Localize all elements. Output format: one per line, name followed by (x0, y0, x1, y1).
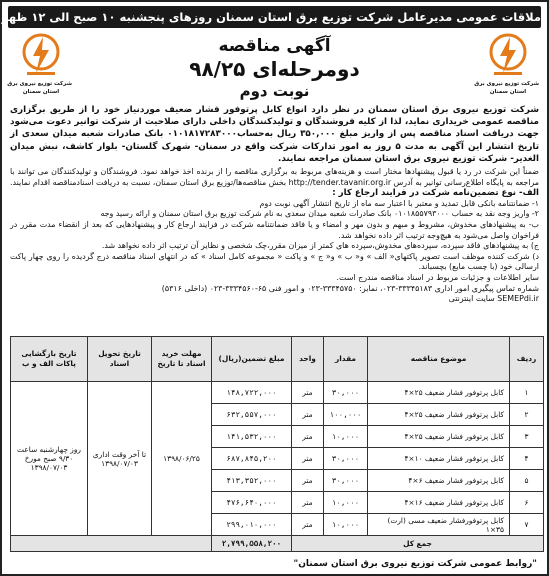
clause-c: ج) به پیشنهادهای فاقد سپرده، سپرده‌های مخدوش،سپرده های کمتر از میزان مقرر،چک شخصی و نظایر آن ترتیب اثر داده نخواهد شد. (101, 241, 539, 251)
clause-d: د) شرکت کننده موظف است تصویر پاکتهای« الف » و« ب » و« ج » و پاکت « مجموعه کامل اسناد » که در انتهای اسناد مناقصه درج گردیده را روی چهار پاکت ارسالی خود (با چسب مایع) بچسباند. (10, 251, 539, 272)
logo-caption-line2: استان سمنان (489, 89, 527, 95)
tender-number: دومرحله‌ای ۹۸/۲۵ (189, 57, 360, 81)
cell-row: ۵ (510, 470, 544, 492)
top-banner: ملاقات عمومی مدیرعامل شرکت توزیع برق استان سمنان روزهای پنجشنبه ۱۰ صبح الی ۱۲ ظهر (8, 6, 541, 28)
notice-title: آگهی مناقصه (218, 36, 331, 56)
cell-quantity: ۱۰,۰۰۰ (324, 426, 368, 448)
cell-guarantee: ۶۳۲,۵۵۷,۰۰۰ (212, 404, 292, 426)
cell-unit: متر (292, 492, 324, 514)
title-block (92, 35, 457, 101)
cell-quantity: ۱۰۰,۰۰۰ (324, 404, 368, 426)
cell-unit: متر (292, 382, 324, 404)
cell-unit: متر (292, 514, 324, 536)
total-label: جمع کل (292, 536, 544, 552)
cell-subject: کابل پرتوفور فشار ضعیف ۱۶×۴ (368, 492, 510, 514)
header-subject: موضوع مناقصه (368, 337, 510, 382)
header-row-number: ردیف (510, 337, 544, 382)
guarantee-item-1: ۱- ضمانتنامه بانکی قابل تمدید و معتبر با اعتبار سه ماه از تاریخ انتشار آگهی نوبت دوم (259, 198, 539, 208)
cell-row: ۷ (510, 514, 544, 536)
tender-table (10, 336, 544, 552)
lightning-logo-icon (21, 32, 61, 80)
publication-round: نوبت دوم (239, 82, 310, 100)
logo-caption-line1: شرکت توزیع نیروی برق (7, 81, 72, 87)
cell-subject: کابل پرتوفور فشار ضعیف ۱۰×۴ (368, 448, 510, 470)
cell-unit: متر (292, 404, 324, 426)
cell-unit: متر (292, 448, 324, 470)
header-unit: واحد (292, 337, 324, 382)
cell-row: ۱ (510, 382, 544, 404)
cell-row: ۴ (510, 448, 544, 470)
lightning-logo-icon (488, 32, 528, 80)
cell-subject: کابل پرتوفور فشار ضعیف ۲۵×۴ (368, 426, 510, 448)
guarantee-item-2: ۲- واریز وجه نقد به حساب ۰۱۰۱۸۵۵۷۹۳۰۰۰ بانک صادرات شعبه میدان سعدی به نام شرکت توزیع برق استان سمنان و ارائه رسید وجه (100, 209, 539, 219)
clause-b: ب- به پیشنهادهای مخدوش، مشروط و مبهم و بدون مهر و امضاء و یا فاقد ضمانتنامه شرکت در فرایند ارجاع کار و پیشنهادهایی که بعد از انقضاء مدت مقرر در فراخوان واصل می‌شود به هیچ‌وجه ترتیب اثر داده نخواهد شد. (10, 219, 539, 240)
notice-body (10, 104, 539, 305)
paragraph-tender-site: ضمناً این شرکت در رد یا قبول پیشنهادها مختار است و هزینه‌های مربوط به برگزاری مناقصه را از برنده اخذ خواهد نمود. فروشندگان و تولیدکنندگان می توانند با مراجعه به پایگاه اطلاع‌رسانی توانیر به آدرس http://tender.tavanir.org.ir بخش مناقصه‌ها/توزیع برق استان سمنان، نسبت به دریافت اسنادمناقصه اقدام نمایند. (9, 167, 539, 187)
cell-unit: متر (292, 426, 324, 448)
logo-caption-line1: شرکت توزیع نیروی برق (474, 81, 539, 87)
company-logo-right (474, 32, 539, 102)
lead-paragraph: شرکت توزیع نیروی برق استان سمنان در نظر دارد انواع کابل پرتوفور فشار ضعیف موردنیاز خود را از طریق برگزاری مناقصه عمومی خریداری نماید، لذا از کلیه فروشندگان و تولیدکنندگان داخلی دارای صلاحیت از شرکت توانیر دعوت می‌شود جهت دریافت اسناد مناقصه پس از واریز مبلغ ۳۵۰,۰۰۰ ریال به‌حساب۰۱۰۱۸۱۷۲۸۳۰۰۰ بانک صادرات شعبه میدان سعدی از تاریخ انتشار این آگهی به مدت ۵ روز به امور تدارکات شرکت واقع در سمنان- شهرک گلستان- بلوار کاشف، نبش میدان الغدیر- شرکت توزیع نیروی برق استان سمنان مراجعه نمایند. (10, 105, 540, 164)
cell-guarantee: ۴۱۳,۳۵۲,۰۰۰ (212, 470, 292, 492)
cell-guarantee: ۶۸۷,۸۴۵,۲۰۰ (212, 448, 292, 470)
cell-delivery: تا آخر وقت اداری ۱۳۹۸/۰۷/۰۳ (88, 382, 152, 536)
table-row (11, 382, 544, 404)
cell-subject: کابل پرتوفورفشار ضعیف مسی (ارت) ۳۵×۱ (368, 514, 510, 536)
cell-row: ۶ (510, 492, 544, 514)
cell-opening: روز چهارشنبه ساعت ۹/۳۰ صبح مورخ ۱۳۹۸/۰۷/۰۳ (11, 382, 88, 536)
company-logo-left (7, 32, 72, 102)
header-opening: تاریخ بازگشایی پاکات الف و ب (11, 337, 88, 382)
cell-row: ۳ (510, 426, 544, 448)
other-info: سایر اطلاعات و جزئیات مربوط در اسناد مناقصه مندرج است. (336, 272, 539, 282)
cell-guarantee: ۱۴۱,۵۳۲,۰۰۰ (212, 426, 292, 448)
header-deadline: مهلت خرید اسناد تا تاریخ (152, 337, 212, 382)
cell-guarantee: ۱۴۸,۷۲۲,۰۰۰ (212, 382, 292, 404)
header-guarantee: مبلغ تضمین(ریال) (212, 337, 292, 382)
website: SEMEPdi.ir سایت اینترنتی (448, 294, 539, 304)
cell-guarantee: ۲۹۹,۰۱۰,۰۰۰ (212, 514, 292, 536)
cell-guarantee: ۴۷۶,۶۴۰,۰۰۰ (212, 492, 292, 514)
cell-quantity: ۳۰,۰۰۰ (324, 470, 368, 492)
cell-subject: کابل پرتوفور فشار ضعیف ۶×۴ (368, 470, 510, 492)
cell-row: ۲ (510, 404, 544, 426)
total-empty (11, 536, 212, 552)
header-delivery: تاریخ تحویل اسناد (88, 337, 152, 382)
contact-phones: شماره تماس پیگیری امور اداری ۳۳۳۴۵۱۸۳-۰۲۳، نمابر: ۳۳۳۴۵۷۵۰-۰۲۳ و امور فنی ۶۵-۳۳۳۴۵۶۰-۰۲۳ (داخلی ۵۳۱۶) (161, 283, 539, 293)
table-total-row (11, 536, 544, 552)
logo-caption-line2: استان سمنان (22, 89, 60, 95)
cell-quantity: ۳۰,۰۰۰ (324, 382, 368, 404)
table-header-row (11, 337, 544, 382)
cell-unit: متر (292, 470, 324, 492)
cell-quantity: ۱۰,۰۰۰ (324, 514, 368, 536)
header-quantity: مقدار (324, 337, 368, 382)
total-value: ۲,۷۹۹,۵۵۸,۲۰۰ (212, 536, 292, 552)
cell-quantity: ۳۰,۰۰۰ (324, 448, 368, 470)
footer-public-relations: "روابط عمومی شرکت توزیع نیروی برق استان سمنان" (293, 559, 537, 569)
section-a-heading: الف- نوع تضمین‌نامه شرکت در فرایند ارجاع کار : (332, 188, 539, 199)
cell-deadline: ۱۳۹۸/۰۶/۲۵ (152, 382, 212, 536)
cell-subject: کابل پرتوفور فشار ضعیف ۲۵×۴ (368, 382, 510, 404)
cell-quantity: ۱۰,۰۰۰ (324, 492, 368, 514)
cell-subject: کابل پرتوفور فشار ضعیف ۲۵×۴ (368, 404, 510, 426)
